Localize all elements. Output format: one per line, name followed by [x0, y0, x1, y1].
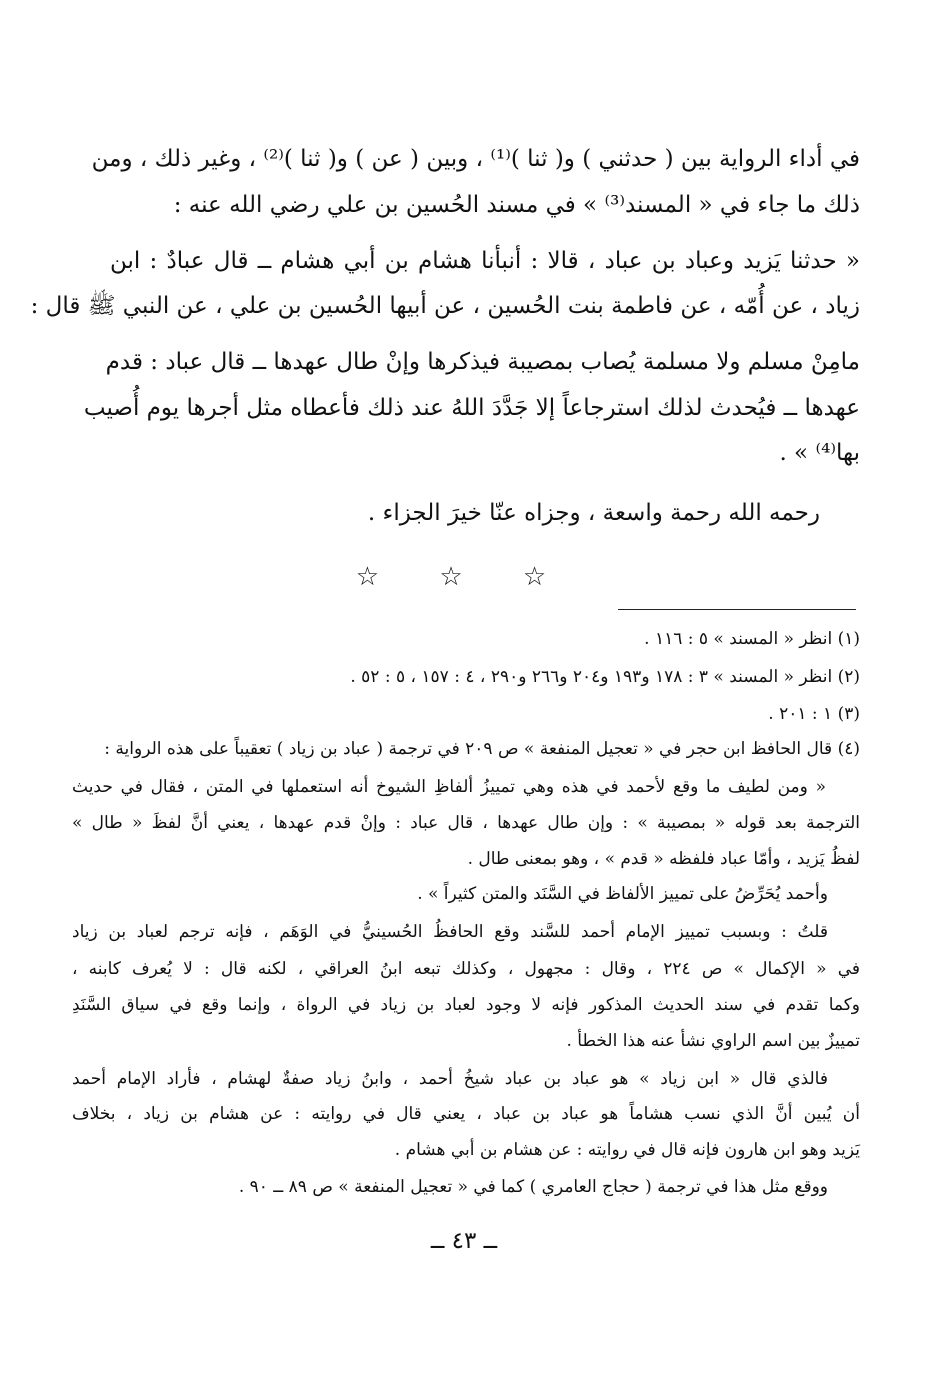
page-number: ــ ٤٣ ــ [430, 1228, 498, 1254]
footnote-4-line-6: قلتُ : وبسبب تمييز الإمام أحمد للسَّند وقع الحافظُ الحُسينيُّ في الوَهَم ، فإنه ترجم لعباد بن زياد [72, 922, 828, 942]
main-line-5: مامِنْ مسلم ولا مسلمة يُصاب بمصيبة فيذكرها وإنْ طال عهدها ــ قال عباد : قدم [105, 349, 860, 375]
closing-prayer: رحمه الله رحمة واسعة ، وجزاه عنّا خيرَ الجزاء . [367, 500, 820, 526]
footnote-4-line-2: « ومن لطيف ما وقع لأحمد في هذه وهي تمييزُ ألفاظِ الشيوخ أنه استعملها في المتن ، فقال في حديث [72, 777, 826, 797]
main-line-7: بها⁽⁴⁾ » . [779, 440, 860, 466]
footnote-4-line-1: (٤) قال الحافظ ابن حجر في « تعجيل المنفعة » ص ٢٠٩ في ترجمة ( عباد بن زياد ) تعقيباً على هذه الرواية : [104, 739, 860, 759]
footnote-4-line-13: ووقع مثل هذا في ترجمة ( حجاج العامري ) كما في « تعجيل المنفعة » ص ٨٩ ــ ٩٠ . [238, 1177, 828, 1197]
footnote-4-line-3: الترجمة بعد قوله « بمصيبة » : وإن طال عهدها ، قال عباد : وإنْ قدم عهدها ، يعني أنَّ لفظَ « طال » [72, 813, 860, 833]
footnote-4-line-12: يَزيد وهو ابن هارون فإنه قال في روايته : عن هشام بن أبي هشام . [394, 1140, 860, 1160]
footnote-4-line-7: في « الإكمال » ص ٢٢٤ ، وقال : مجهول ، وكذلك تبعه ابنُ العراقي ، لكنه قال : لا يُعرف كابنه ، [72, 959, 860, 979]
footnote-4-line-10: فالذي قال « ابن زياد » هو عباد بن عباد شيخُ أحمد ، وابنُ زياد صفةٌ لهشام ، فأراد الإمام أحمد [72, 1069, 828, 1089]
footnote-1: (١) انظر « المسند » ٥ : ١١٦ . [644, 629, 860, 649]
footnote-4-line-8: وكما تقدم في سند الحديث المذكور فإنه لا وجود لعباد بن زياد في الرواة ، وإنما وقع في سياق السَّنَدِ [72, 995, 860, 1015]
section-stars: ☆ ☆ ☆ [355, 562, 573, 592]
footnote-4-line-5: وأحمد يُحَرِّضُ على تمييز الألفاظ في السَّنَد والمتن كثيراً » . [417, 884, 828, 904]
footnote-4-line-9: تمييزٌ بين اسم الراوي نشأ عنه هذا الخطأ . [566, 1031, 860, 1051]
footnote-2: (٢) انظر « المسند » ٣ : ١٧٨ و١٩٣ و٢٠٤ و٢٦٦ و٢٩٠ ، ٤ : ١٥٧ ، ٥ : ٥٢ . [350, 667, 860, 687]
footnote-4-line-4: لفظُ يَزيد ، وأمّا عباد فلفظه « قدم » ، وهو بمعنى طال . [467, 849, 860, 869]
main-line-3: « حدثنا يَزيد وعباد بن عباد ، قالا : أنبأنا هشام بن أبي هشام ــ قال عبادٌ : ابن [110, 248, 860, 274]
footnote-3: (٣) ١ : ٢٠١ . [768, 704, 860, 724]
main-line-6: عهدها ــ فيُحدث لذلك استرجاعاً إلا جَدَّدَ اللهُ عند ذلك فأعطاه مثل أجرها يوم أُصيب [83, 395, 860, 421]
footnote-4-line-11: أن يُبين أنَّ الذي نسب هشاماً هو عباد بن عباد ، يعني قال في روايته : عن هشام بن زياد ، بخلاف [72, 1104, 860, 1124]
main-line-1: في أداء الرواية بين ( حدثني ) و( ثنا )⁽¹⁾ ، وبين ( عن ) و( ثنا )⁽²⁾ ، وغير ذلك ، ومن [91, 146, 860, 172]
footnote-separator [618, 609, 856, 610]
main-line-2: ذلك ما جاء في « المسند⁽³⁾ » في مسند الحُسين بن علي رضي الله عنه : [173, 192, 860, 218]
main-line-4: زياد ، عن أُمّه ، عن فاطمة بنت الحُسين ، عن أبيها الحُسين بن علي ، عن النبي ﷺ قال : [30, 293, 860, 319]
